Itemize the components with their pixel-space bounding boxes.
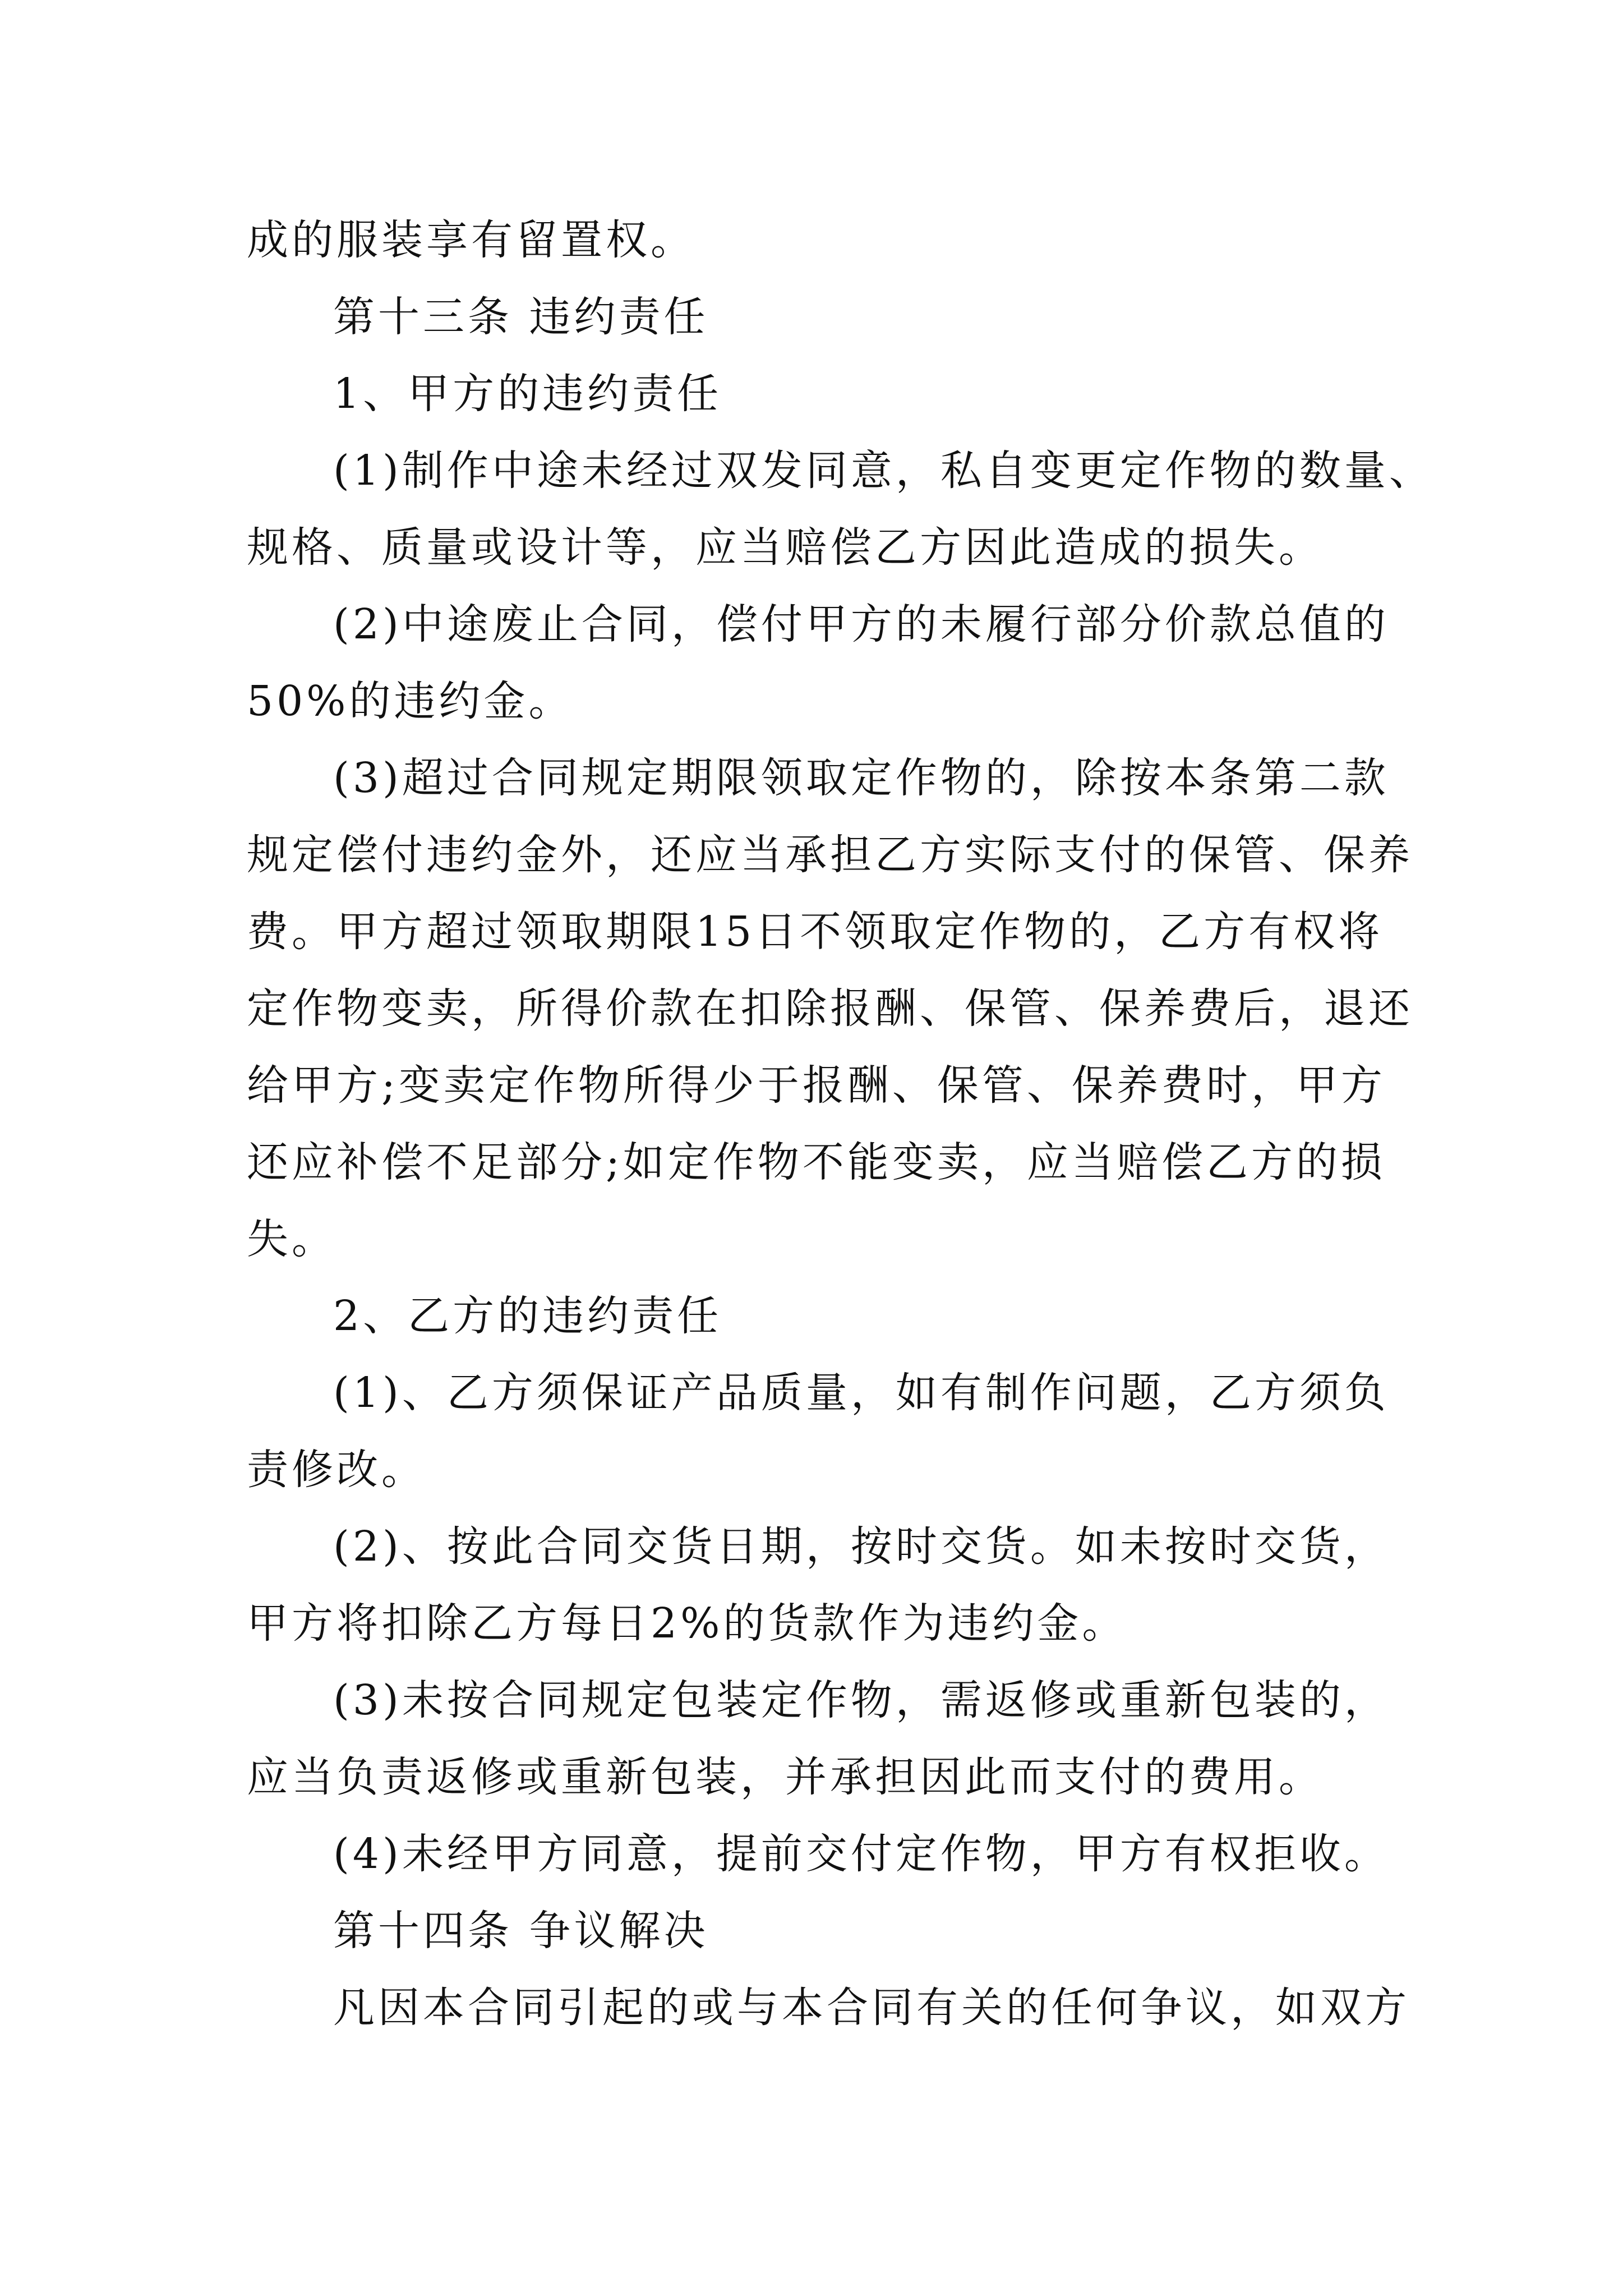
text-line: 成的服装享有留置权。: [247, 216, 695, 264]
article-heading: 第十四条 争议解决: [333, 1907, 709, 1955]
section-heading: 1、甲方的违约责任: [333, 370, 722, 418]
text-line: 甲方将扣除乙方每日2%的货款作为违约金。: [247, 1599, 1127, 1648]
text-line: 还应补偿不足部分;如定作物不能变卖，应当赔偿乙方的损: [247, 1138, 1386, 1186]
text-line: 费。甲方超过领取期限15日不领取定作物的，乙方有权将: [247, 908, 1384, 956]
text-line: (2)中途废止合同，偿付甲方的未履行部分价款总值的: [333, 600, 1389, 648]
text-line: 定作物变卖，所得价款在扣除报酬、保管、保养费后，退还: [247, 984, 1413, 1033]
text-line: (1)制作中途未经过双发同意，私自变更定作物的数量、: [333, 447, 1434, 495]
text-line: 规定偿付违约金外，还应当承担乙方实际支付的保管、保养: [247, 831, 1413, 879]
article-heading: 第十三条 违约责任: [333, 293, 709, 341]
text-line: 凡因本合同引起的或与本合同有关的任何争议，如双方: [333, 1984, 1410, 2032]
text-line: 50%的违约金。: [247, 677, 574, 725]
text-line: (1)、乙方须保证产品质量，如有制作问题，乙方须负: [333, 1369, 1389, 1417]
text-line: 应当负责返修或重新包装，并承担因此而支付的费用。: [247, 1753, 1324, 1801]
text-line: (3)超过合同规定期限领取定作物的，除按本条第二款: [333, 754, 1389, 802]
document-page: [247, 202, 1434, 2046]
text-line: (4)未经甲方同意，提前交付定作物，甲方有权拒收。: [333, 1830, 1389, 1878]
text-line: 失。: [247, 1215, 336, 1263]
text-line: (2)、按此合同交货日期，按时交货。如未按时交货，: [333, 1522, 1389, 1571]
text-line: 规格、质量或设计等，应当赔偿乙方因此造成的损失。: [247, 523, 1324, 572]
text-line: (3)未按合同规定包装定作物，需返修或重新包装的，: [333, 1676, 1389, 1724]
text-line: 给甲方;变卖定作物所得少于报酬、保管、保养费时，甲方: [247, 1061, 1386, 1110]
section-heading: 2、乙方的违约责任: [333, 1292, 722, 1340]
text-line: 责修改。: [247, 1446, 426, 1494]
